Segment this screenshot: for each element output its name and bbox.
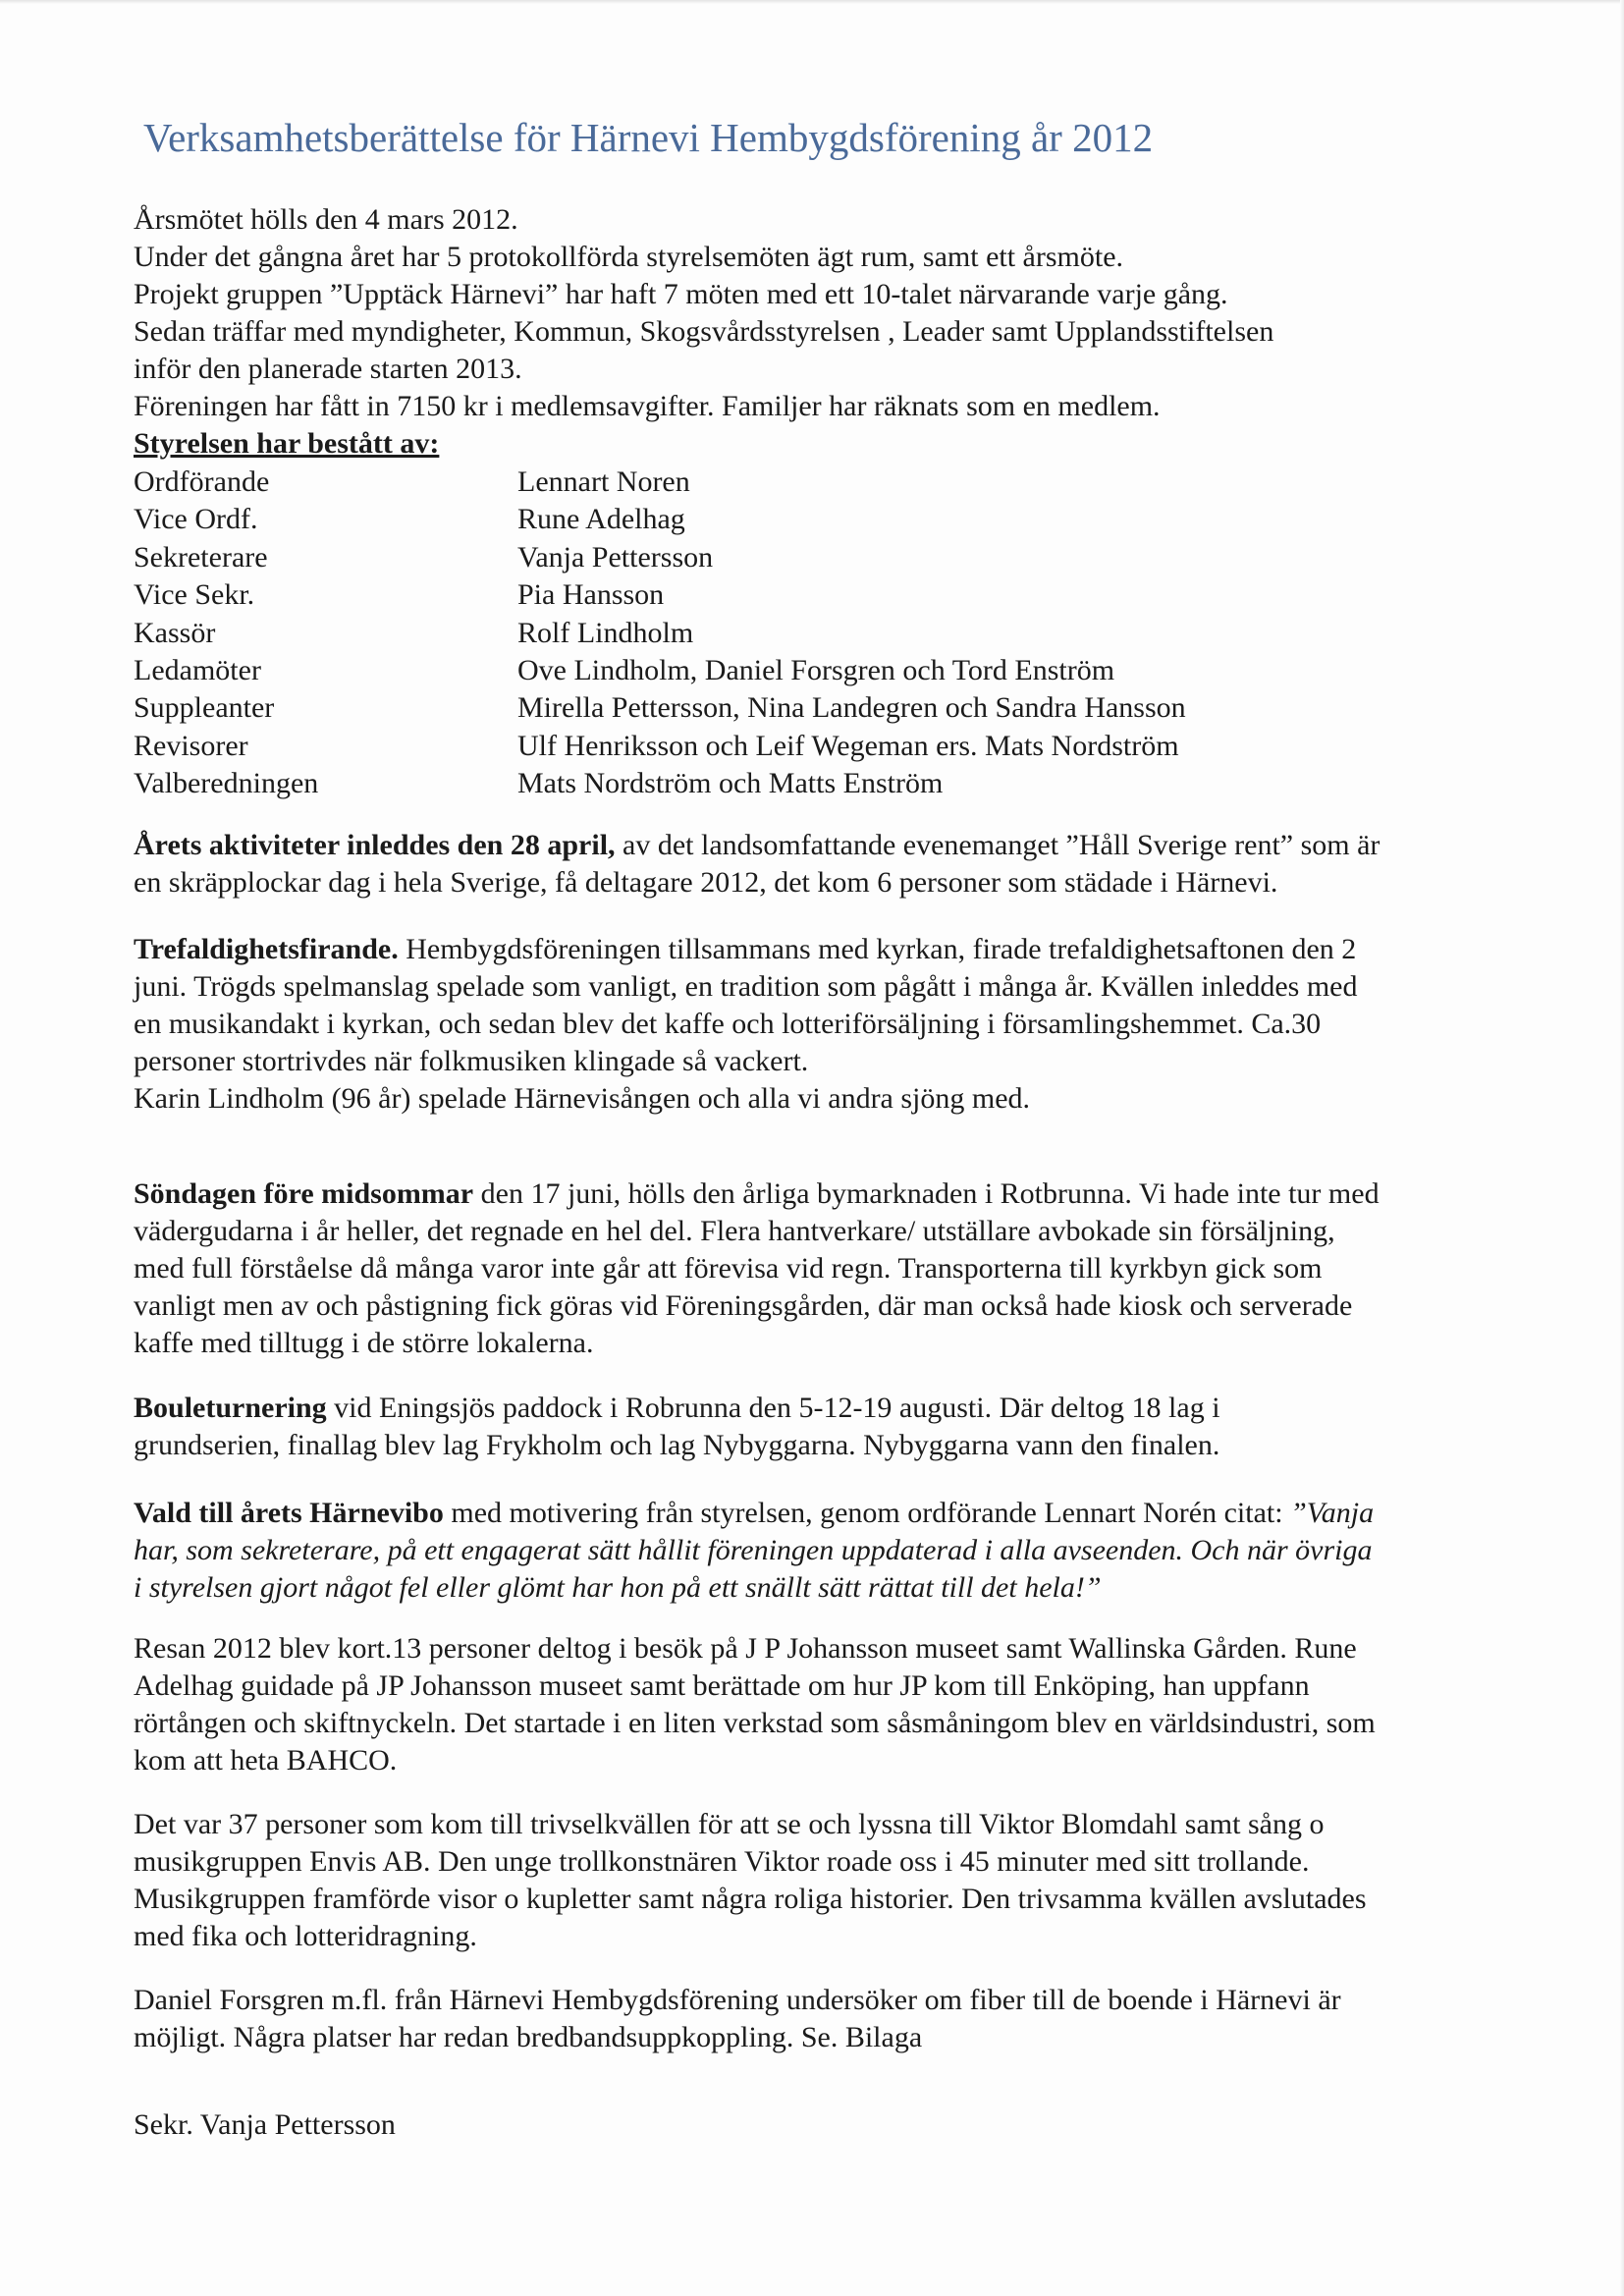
- board-member: Rune Adelhag: [517, 503, 685, 536]
- intro-line: Sedan träffar med myndigheter, Kommun, Skogsvårdsstyrelsen , Leader samt Upplandsstiftelsen: [134, 315, 1274, 348]
- paragraph-line: [134, 931, 1528, 968]
- paragraph-line: [134, 1532, 1528, 1569]
- board-list: [134, 464, 1410, 803]
- intro-line: Projekt gruppen ”Upptäck Härnevi” har haft 7 möten med ett 10-talet närvarande varje gång.: [134, 278, 1228, 310]
- board-member: Vanja Pettersson: [517, 540, 714, 574]
- paragraph-line: kaffe med tilltugg i de större lokalerna.: [134, 1327, 594, 1359]
- paragraph-lead: Söndagen före midsommar: [134, 1177, 474, 1210]
- paragraph-line: [134, 1569, 1528, 1607]
- board-row: [134, 464, 1410, 501]
- paragraph-lead: Vald till årets Härnevibo: [134, 1497, 444, 1529]
- paragraph-line: Karin Lindholm (96 år) spelade Härnevisången och alla vi andra sjöng med.: [134, 1082, 1031, 1115]
- scan-edge-right: [1620, 0, 1624, 2296]
- paragraph-lead: Årets aktiviteter inleddes den 28 april,: [134, 829, 616, 861]
- paragraph-line: en musikandakt i kyrkan, och sedan blev det kaffe och lotteriförsäljning i församlingshemmet. Ca.30: [134, 1008, 1322, 1040]
- paragraph-lead: Bouleturnering: [134, 1392, 327, 1424]
- board-role: Ordförande: [134, 465, 270, 498]
- board-member: Mirella Pettersson, Nina Landegren och Sandra Hansson: [517, 691, 1186, 725]
- paragraph-line: personer stortrivdes när folkmusiken klingade så vackert.: [134, 1045, 809, 1077]
- paragraph-text: vid Eningsjös paddock i Robrunna den 5-12-19 augusti. Där deltog 18 lag i: [326, 1392, 1220, 1424]
- paragraph-line: vädergudarna i år heller, det regnade en hel del. Flera hantverkare/ utställare avbokade sin försäljning,: [134, 1215, 1335, 1247]
- board-role: Ledamöter: [134, 653, 261, 686]
- board-member: Ulf Henriksson och Leif Wegeman ers. Mats Nordström: [517, 729, 1179, 762]
- intro-line: inför den planerade starten 2013.: [134, 353, 522, 385]
- board-row: [134, 501, 1410, 538]
- board-member: Rolf Lindholm: [517, 616, 694, 649]
- board-row: [134, 615, 1410, 652]
- paragraph-boule: [134, 1390, 1528, 1464]
- board-role: Sekreterare: [134, 540, 268, 574]
- paragraph-line: Musikgruppen framförde visor o kupletter samt några roliga historier. Den trivsamma kvällen avslutades: [134, 1883, 1367, 1915]
- paragraph-lead: Trefaldighetsfirande.: [134, 933, 399, 965]
- document-title: Verksamhetsberättelse för Härnevi Hembygdsförening år 2012: [143, 115, 1154, 160]
- paragraph-line: [134, 1495, 1528, 1532]
- intro-line: Under det gångna året har 5 protokollförda styrelsemöten ägt rum, samt ett årsmöte.: [134, 241, 1124, 273]
- intro-line: Årsmötet hölls den 4 mars 2012.: [134, 203, 518, 236]
- board-role: Revisorer: [134, 729, 248, 762]
- board-row: [134, 765, 1410, 802]
- paragraph-line: Det var 37 personer som kom till trivselkvällen för att se och lyssna till Viktor Blomdahl samt sång o: [134, 1808, 1325, 1840]
- board-row: [134, 689, 1410, 727]
- board-role: Vice Ordf.: [134, 503, 258, 536]
- paragraph-trefaldighet: [134, 931, 1528, 1118]
- paragraph-text: Hembygdsföreningen tillsammans med kyrkan, firade trefaldighetsaftonen den 2: [398, 933, 1357, 965]
- paragraph-line: [134, 1175, 1528, 1213]
- board-member: Pia Hansson: [517, 578, 665, 612]
- paragraph-line: musikgruppen Envis AB. Den unge trollkonstnären Viktor roade oss i 45 minuter med sitt trollande.: [134, 1845, 1310, 1878]
- board-role: Kassör: [134, 616, 216, 649]
- paragraph-resan: [134, 1630, 1528, 1779]
- board-row: [134, 576, 1410, 614]
- board-role: Suppleanter: [134, 691, 275, 725]
- paragraph-text: den 17 juni, hölls den årliga bymarknaden i Rotbrunna. Vi hade inte tur med: [473, 1177, 1380, 1210]
- paragraph-line: en skräpplockar dag i hela Sverige, få deltagare 2012, det kom 6 personer som städade i Härnevi.: [134, 866, 1278, 899]
- paragraph-text: av det landsomfattande evenemanget ”Håll Sverige rent” som är: [615, 829, 1380, 861]
- paragraph-fiber: [134, 1982, 1528, 2056]
- quote-text: har, som sekreterare, på ett engagerat sätt hållit föreningen uppdaterad i alla avseenden. Och när övriga: [134, 1534, 1373, 1566]
- paragraph-line: juni. Trögds spelmanslag spelade som vanligt, en tradition som pågått i många år. Kvällen inleddes med: [134, 970, 1358, 1003]
- paragraph-text: med motivering från styrelsen, genom ordförande Lennart Norén citat:: [443, 1497, 1291, 1529]
- board-role: Valberedningen: [134, 767, 319, 800]
- scan-edge-top: [0, 0, 1624, 4]
- paragraph-line: grundserien, finallag blev lag Frykholm och lag Nybyggarna. Nybyggarna vann den finalen.: [134, 1429, 1220, 1461]
- paragraph-line: Adelhag guidade på JP Johansson museet samt berättade om hur JP kom till Enköping, han uppfann: [134, 1669, 1310, 1702]
- paragraph-line: med full förståelse då många varor inte går att förevisa vid regn. Transporterna till kyrkbyn gick som: [134, 1252, 1323, 1285]
- paragraph-activities: [134, 827, 1528, 902]
- intro-line: Föreningen har fått in 7150 kr i medlemsavgifter. Familjer har räknats som en medlem.: [134, 390, 1161, 422]
- paragraph-line: med fika och lotteridragning.: [134, 1920, 477, 1952]
- quote-text: i styrelsen gjort något fel eller glömt har hon på ett snällt sätt rättat till det hela!”: [134, 1571, 1102, 1604]
- signature: Sekr. Vanja Pettersson: [134, 2108, 396, 2141]
- paragraph-midsommar: [134, 1175, 1528, 1362]
- paragraph-harnevibo: [134, 1495, 1528, 1607]
- board-row: [134, 539, 1410, 576]
- paragraph-line: kom att heta BAHCO.: [134, 1744, 398, 1777]
- intro-block: [134, 201, 1508, 463]
- board-row: [134, 728, 1410, 765]
- paragraph-line: [134, 827, 1528, 864]
- paragraph-line: Resan 2012 blev kort.13 personer deltog i besök på J P Johansson museet samt Wallinska Gården. Rune: [134, 1632, 1357, 1665]
- paragraph-line: möjligt. Några platser har redan bredbandsuppkoppling. Se. Bilaga: [134, 2021, 923, 2053]
- board-row: [134, 652, 1410, 689]
- board-member: Lennart Noren: [517, 465, 690, 498]
- paragraph-line: [134, 1390, 1528, 1427]
- board-member: Ove Lindholm, Daniel Forsgren och Tord Enström: [517, 653, 1115, 686]
- board-role: Vice Sekr.: [134, 578, 255, 612]
- board-heading: Styrelsen har bestått av:: [134, 427, 440, 460]
- paragraph-line: Daniel Forsgren m.fl. från Härnevi Hembygdsförening undersöker om fiber till de boende i Härnevi är: [134, 1984, 1341, 2016]
- paragraph-trivselkvall: [134, 1806, 1528, 1955]
- paragraph-line: vanligt men av och påstigning fick göras vid Föreningsgården, där man också hade kiosk och serverade: [134, 1289, 1353, 1322]
- board-member: Mats Nordström och Matts Enström: [517, 767, 944, 800]
- quote-text: ”Vanja: [1290, 1497, 1375, 1529]
- paragraph-line: rörtången och skiftnyckeln. Det startade i en liten verkstad som såsmåningom blev en världsindustri, som: [134, 1707, 1376, 1739]
